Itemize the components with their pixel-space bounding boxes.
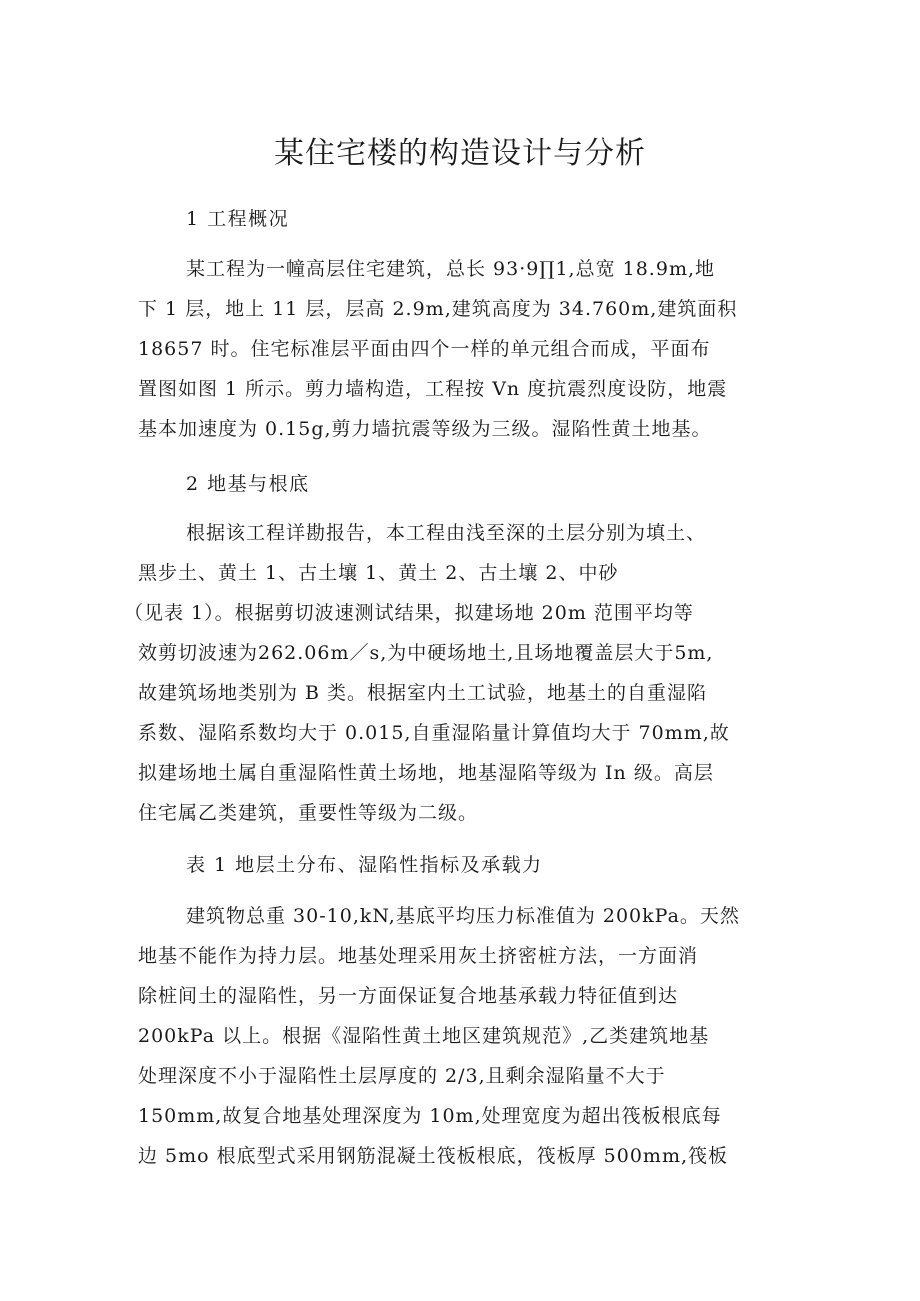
paragraph-foundation: [124, 513, 798, 833]
paragraph-foundation-treatment: [138, 896, 798, 1176]
text-line: 某工程为一幢高层住宅建筑，总长 93·9∏1,总宽 18.9m,地: [186, 258, 715, 280]
paragraph-overview: [138, 249, 798, 449]
text-line: 故建筑场地类别为 B 类。根据室内土工试验，地基土的自重湿陷: [138, 682, 708, 704]
text-line: 除桩间土的湿陷性，另一方面保证复合地基承载力特征值到达: [138, 985, 679, 1007]
text-line: 200kPa 以上。根据《湿陷性黄土地区建筑规范》,乙类建筑地基: [138, 1025, 710, 1047]
text-line: 处理深度不小于湿陷性土层厚度的 2/3,且剩余湿陷量不大于: [138, 1065, 666, 1087]
text-line: 拟建场地土属自重湿陷性黄土场地，地基湿陷等级为 In 级。高层: [138, 762, 714, 784]
text-line: 18657 时。住宅标准层平面由四个一样的单元组合而成，平面布: [138, 338, 711, 360]
table-caption: 表 1 地层土分布、湿陷性指标及承载力: [186, 854, 543, 876]
text-line: 黑步土、黄土 1、古土壤 1、黄土 2、古土壤 2、中砂: [138, 562, 619, 584]
text-line: 基本加速度为 0.15g,剪力墙抗震等级为三级。湿陷性黄土地基。: [138, 418, 712, 440]
text-line: 住宅属乙类建筑，重要性等级为二级。: [138, 802, 479, 824]
text-line: （见表 1）。根据剪切波速测试结果，拟建场地 20m 范围平均等: [124, 602, 694, 624]
text-line: 建筑物总重 30-10,kN,基底平均压力标准值为 200kPa。天然: [186, 905, 740, 927]
text-line: 下 1 层，地上 11 层，层高 2.9m,建筑高度为 34.760m,建筑面积: [138, 298, 738, 320]
document-title: 某住宅楼的构造设计与分析: [274, 136, 646, 171]
section-heading-foundation: 2 地基与根底: [186, 473, 310, 495]
text-line: 150mm,故复合地基处理深度为 10m,处理宽度为超出筏板根底每: [138, 1105, 722, 1127]
text-line: 效剪切波速为262.06m／s,为中硬场地土,且场地覆盖层大于5m,: [138, 642, 714, 664]
text-line: 地基不能作为持力层。地基处理采用灰土挤密桩方法，一方面消: [138, 945, 699, 967]
text-line: 边 5mo 根底型式采用钢筋混凝土筏板根底，筏板厚 500mm,筏板: [138, 1145, 729, 1167]
section-heading-overview: 1 工程概况: [186, 208, 290, 230]
text-line: 系数、湿陷系数均大于 0.015,自重湿陷量计算值均大于 70mm,故: [138, 722, 730, 744]
text-line: 根据该工程详勘报告，本工程由浅至深的土层分别为填土、: [186, 522, 707, 544]
text-line: 置图如图 1 所示。剪力墙构造，工程按 Vn 度抗震烈度设防，地震: [138, 378, 728, 400]
